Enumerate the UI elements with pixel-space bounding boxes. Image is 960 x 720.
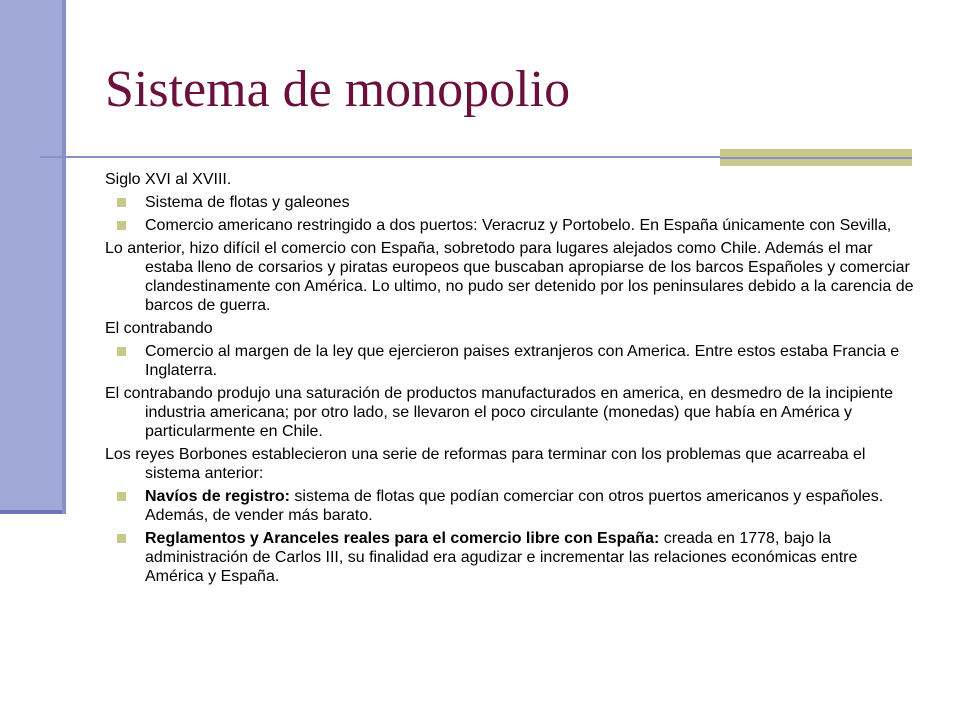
bullet-item [105,342,915,380]
square-bullet-icon [117,221,126,230]
paragraph-contraband-effects: El contrabando produjo una saturación de productos manufacturados en america, en desmedro de la incipiente industria americana; por otro lado, se llevaron el poco circulante (monedas) que había en América y particularmente en Chile. [105,385,894,440]
decorative-sidebar-shadow [0,510,62,514]
bullet-item [105,216,915,235]
bullet-item [105,487,915,525]
slide-body [105,170,915,590]
bullet-heading: Reglamentos y Aranceles reales para el comercio libre con España: [145,530,660,547]
bullet-text: Sistema de flotas y galeones [145,194,350,211]
bullet-item [105,193,915,212]
bullet-text: creada en 1778, bajo la administración de Carlos III, su finalidad era agudizar e incrementar las relaciones económicas entre América y España. [145,530,858,585]
decorative-sidebar [0,0,62,510]
square-bullet-icon [117,534,126,543]
bullet-text: sistema de flotas que podían comerciar con otros puertos americanos y españoles. Además, de vender más barato. [145,488,884,524]
bullet-heading: Navíos de registro: [145,488,290,505]
decorative-sidebar-edge [62,0,66,514]
bullet-item [105,529,915,586]
slide-title: Sistema de monopolio [105,61,571,118]
square-bullet-icon [117,198,126,207]
square-bullet-icon [117,347,126,356]
accent-divider [720,157,912,159]
bullet-text: Comercio al margen de la ley que ejercieron paises extranjeros con America. Entre estos estaba Francia e Inglaterra. [145,343,900,379]
square-bullet-icon [117,492,126,501]
text-line-century: Siglo XVI al XVIII. [105,171,232,188]
paragraph-bourbon-reforms: Los reyes Borbones establecieron una serie de reformas para terminar con los problemas que acarreaba el sistema anterior: [105,446,866,482]
bullet-text: Comercio americano restringido a dos puertos: Veracruz y Portobelo. En España únicamente con Sevilla, [145,217,892,234]
text-line-contraband: El contrabando [105,320,213,337]
paragraph-consequences: Lo anterior, hizo difícil el comercio con España, sobretodo para lugares alejados como Chile. Además el mar estaba lleno de corsarios y piratas europeos que buscaban apropiarse de los barcos Españoles y comerciar clandestinamente con América. Lo ultimo, no pudo ser detenido por los peninsulares debido a la carencia de barcos de guerra. [105,240,914,314]
